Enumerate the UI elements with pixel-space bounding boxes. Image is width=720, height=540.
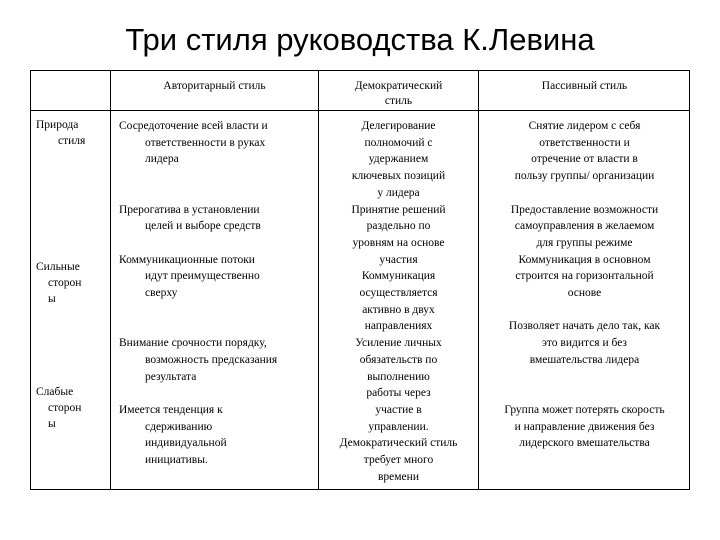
cell-line xyxy=(119,235,315,252)
cell-line: сверху xyxy=(145,287,178,300)
cell-line: Коммуникация в основном xyxy=(518,253,651,266)
cell-line: участие в xyxy=(375,403,422,416)
cell-line xyxy=(119,385,315,402)
cell-line: Демократический стиль xyxy=(339,437,458,450)
passive-column xyxy=(479,118,690,452)
page-title: Три стиля руководства К.Левина xyxy=(125,22,595,57)
democratic-column xyxy=(319,118,478,485)
cell-line: результата xyxy=(145,370,197,383)
cell-line: ответственности и xyxy=(539,136,630,149)
cell-line: требует много xyxy=(363,454,434,467)
authoritarian-column xyxy=(119,118,315,469)
cell-line xyxy=(119,168,315,185)
cell-line: Делегирование xyxy=(361,120,436,132)
cell-line: выполнению xyxy=(367,370,430,383)
cell-line: Позволяет начать дело так, как xyxy=(508,320,661,333)
cell-line: ключевых позиций xyxy=(351,170,446,183)
cell-line xyxy=(479,185,690,202)
cell-line: у лидера xyxy=(377,186,420,199)
cell-line xyxy=(119,318,315,335)
cell-line: Коммуникация xyxy=(361,270,436,283)
cell-line: Усиление личных xyxy=(355,337,442,350)
cell-line: это видится и без xyxy=(542,337,627,350)
cell-line: удержанием xyxy=(368,153,429,166)
cell-line: участия xyxy=(379,253,418,266)
cell-line: строится на горизонтальной xyxy=(515,270,654,283)
header-democratic: Демократический стиль xyxy=(354,80,443,107)
row-label-nature: Природа стиля xyxy=(36,119,86,147)
header-divider xyxy=(31,110,689,111)
cell-line: осуществляется xyxy=(359,287,438,300)
cell-line: пользу группы/ организации xyxy=(514,170,655,183)
cell-line: инициативы. xyxy=(145,454,208,467)
cell-line: Коммуникационные потоки xyxy=(119,253,255,266)
cell-line: Принятие решений xyxy=(351,203,446,216)
cell-line: самоуправления в желаемом xyxy=(514,220,655,233)
cell-line xyxy=(119,302,315,319)
cell-line xyxy=(119,185,315,202)
cell-line: раздельно по xyxy=(366,220,431,233)
cell-line: обязательств по xyxy=(359,353,438,366)
cell-line xyxy=(479,302,690,319)
cell-line: Снятие лидером с себя xyxy=(528,120,641,132)
cell-line: Внимание срочности порядку, xyxy=(119,337,267,350)
cell-line: Предоставление возможности xyxy=(510,203,659,216)
cell-line xyxy=(479,385,690,402)
cell-line: направлениях xyxy=(364,320,433,333)
cell-line: полномочий с xyxy=(364,136,433,149)
cell-line: и направление движения без xyxy=(514,420,655,433)
cell-line: активно в двух xyxy=(362,303,435,316)
cell-line: Имеется тенденция к xyxy=(119,403,223,416)
cell-line: лидерского вмешательства xyxy=(519,437,650,450)
cell-line: индивидуальной xyxy=(145,437,227,450)
header-passive: Пассивный стиль xyxy=(541,80,628,92)
cell-line: ответственности в руках xyxy=(145,136,266,149)
column-divider xyxy=(110,71,111,489)
cell-line: Группа может потерять скорость xyxy=(504,403,665,416)
row-label-weaknesses: Слабые сторон ы xyxy=(36,386,82,430)
cell-line: управлении. xyxy=(368,420,429,433)
cell-line: сдерживанию xyxy=(145,420,213,433)
cell-line: лидера xyxy=(145,153,179,166)
cell-line xyxy=(479,369,690,386)
cell-line: возможность предсказания xyxy=(145,353,278,366)
cell-line: уровням на основе xyxy=(352,236,445,249)
styles-table xyxy=(30,70,690,490)
row-label-strengths: Сильные сторон ы xyxy=(36,261,82,305)
cell-line: Сосредоточение всей власти и xyxy=(119,120,268,132)
cell-line: основе xyxy=(567,287,602,300)
cell-line: идут преимущественно xyxy=(145,270,260,283)
cell-line: для группы режиме xyxy=(536,236,633,249)
cell-line: работы через xyxy=(366,387,431,400)
cell-line: целей и выборе средств xyxy=(145,220,261,233)
cell-line: отречение от власти в xyxy=(531,153,638,166)
header-authoritarian: Авторитарный стиль xyxy=(163,80,266,92)
cell-line: времени xyxy=(378,470,419,483)
cell-line: вмешательства лидера xyxy=(529,353,640,366)
cell-line: Прерогатива в установлении xyxy=(119,203,260,216)
